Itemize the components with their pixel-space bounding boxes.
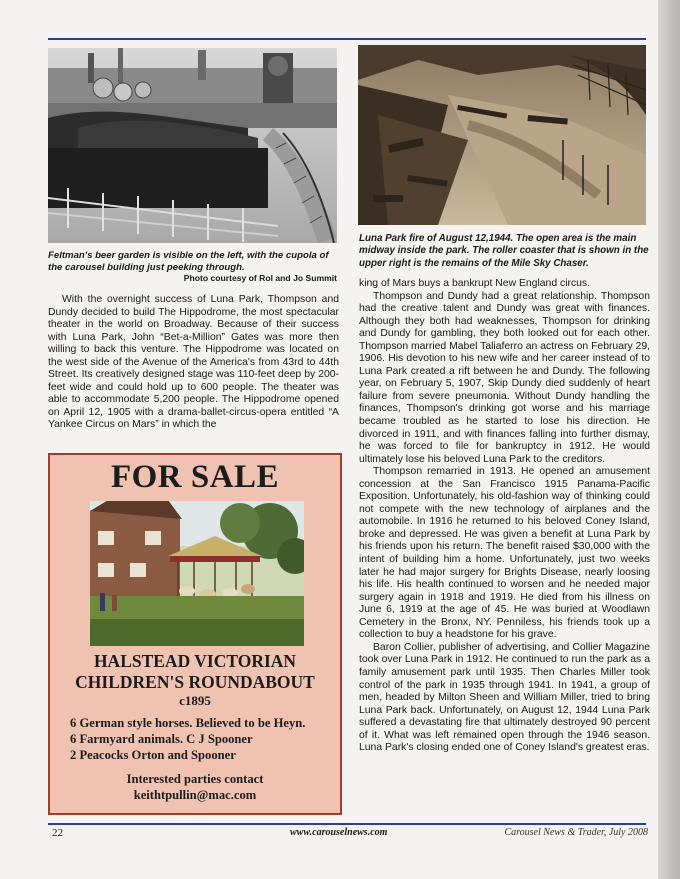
- right-first-line: king of Mars buys a bankrupt New England circus.: [359, 278, 591, 289]
- footer-publication: Carousel News & Trader, July 2008: [504, 827, 648, 838]
- left-photo-credit: Photo courtesy of Rol and Jo Summit: [183, 273, 337, 283]
- feltmans-beer-garden-photo: [48, 48, 337, 243]
- top-rule: [48, 38, 646, 40]
- roundabout-photo: [90, 501, 304, 646]
- ad-contact: [50, 771, 340, 803]
- ad-year: c1895: [179, 693, 211, 708]
- ad-title: FOR SALE: [110, 459, 280, 495]
- right-photo-caption: Luna Park fire of August 12,1944. The open area is the main midway inside the park. The roller coaster that is shown in the upper right is the remains of the Mile Sky Chaser.: [359, 233, 649, 269]
- ad-name-line-2: CHILDREN'S ROUNDABOUT: [75, 672, 315, 692]
- left-column-text: [48, 294, 339, 432]
- ad-item: 6 Farmyard animals. C J Spooner: [70, 732, 253, 746]
- right-paragraph: Thompson and Dundy had a great relationship. Thompson had the creative talent and Dundy was great with finances. Although they both had weaknesses, Thompson for drinking and Dundy for gambling, they both looked out for each other. Thompson married Mabel Taliaferro an actress on February 29, 1906. His devotion to his new wife and her career instead of to Luna Park created a rift between he and Dundy. The following year, on February 5, 1907, Skip Dundy died suddenly of heart failure from severe pneumonia. Without Dundy handling the finances, Thompson's drinking got worse and his marriage became troubled as he started to lose his direction. He divorced in 1911, and with finances falling into further dismay, he was forced to file for bankruptcy in 1912. He would ultimately lose his beloved Luna Park to the creditors.: [359, 290, 650, 465]
- ad-items-list: [70, 715, 340, 763]
- ad-item: 2 Peacocks Orton and Spooner: [70, 748, 236, 762]
- right-paragraph: Thompson remarried in 1913. He opened an amusement concession at the San Francisco 1915 Panama-Pacific Exposition. Unfortunately, his old-fashion way of thinking could not compete with the new technology of airplanes and the automobile. In 1916 he returned to his beloved Coney Island, broke and depressed. He was given a benefit at Luna Park by his friends upon his return. The benefit raised $30,000 with the intent of building him a home. Unfortunately, just two weeks later he had major surgery for Brights Disease, nearly loosing his life. His health continued to worsen and he needed major surgery again in 1918 and 1919. He died from his illness on June 6, 1919 at the age of 45. He was buried at Woodlawn Cemetery in the Bronx, NY. Penniless, his friends took up a collection to buy a headstone for his grave.: [359, 466, 650, 641]
- page-edge: [658, 0, 680, 879]
- ad-item: 6 German style horses. Believed to be Heyn.: [70, 716, 306, 730]
- ad-item-name: [50, 651, 340, 693]
- footer-url[interactable]: www.carouselnews.com: [290, 827, 388, 838]
- page-number: 22: [52, 827, 63, 839]
- ad-contact-email[interactable]: keithtpullin@mac.com: [133, 788, 257, 802]
- footer-rule: [48, 823, 646, 825]
- left-paragraph: With the overnight success of Luna Park, Thompson and Dundy decided to build The Hippodrome, the most spectacular theater in the world on Broadway. Because of their success with Luna Park, John “Bet-a-Million” Gates was more then willing to back this venture. The Hippodrome was located on the west side of the Avenue of the America's from 43rd to 44th Street. Its creatively designed stage was 110-feet deep by 200-feet wide and could hold up to 600 people. The theater was able to accommodate 5,200 people. The Hippodrome opened on April 12, 1905 with a drama-ballet-circus-opera entitled “A Yankee Circus on Mars” in which the: [48, 294, 339, 431]
- ad-contact-label: Interested parties contact: [126, 772, 264, 786]
- for-sale-ad: [48, 453, 342, 815]
- right-column-text: [359, 278, 650, 755]
- left-photo-caption: Feltman's beer garden is visible on the left, with the cupola of the carousel building just peeking through.: [48, 250, 329, 274]
- ad-name-line-1: HALSTEAD VICTORIAN: [93, 651, 297, 671]
- right-paragraph: Baron Collier, publisher of advertising, and Collier Magazine took over Luna Park in 1912. He continued to run the park as a family amusement park until 1935. Then Charles Miller took control of the park in 1935 through 1941. In 1941, a group of men, headed by Milton Sheen and William Miller, tried to bring Luna Park back. Unfortunately, on August 12, 1944 Luna Park suffered a devastating fire that ultimately destroyed 90 percent of it. What was left remained open through the 1946 season. Luna Park's closing ended one of Coney Island's greatest eras.: [359, 641, 650, 754]
- luna-park-fire-photo: [358, 45, 646, 225]
